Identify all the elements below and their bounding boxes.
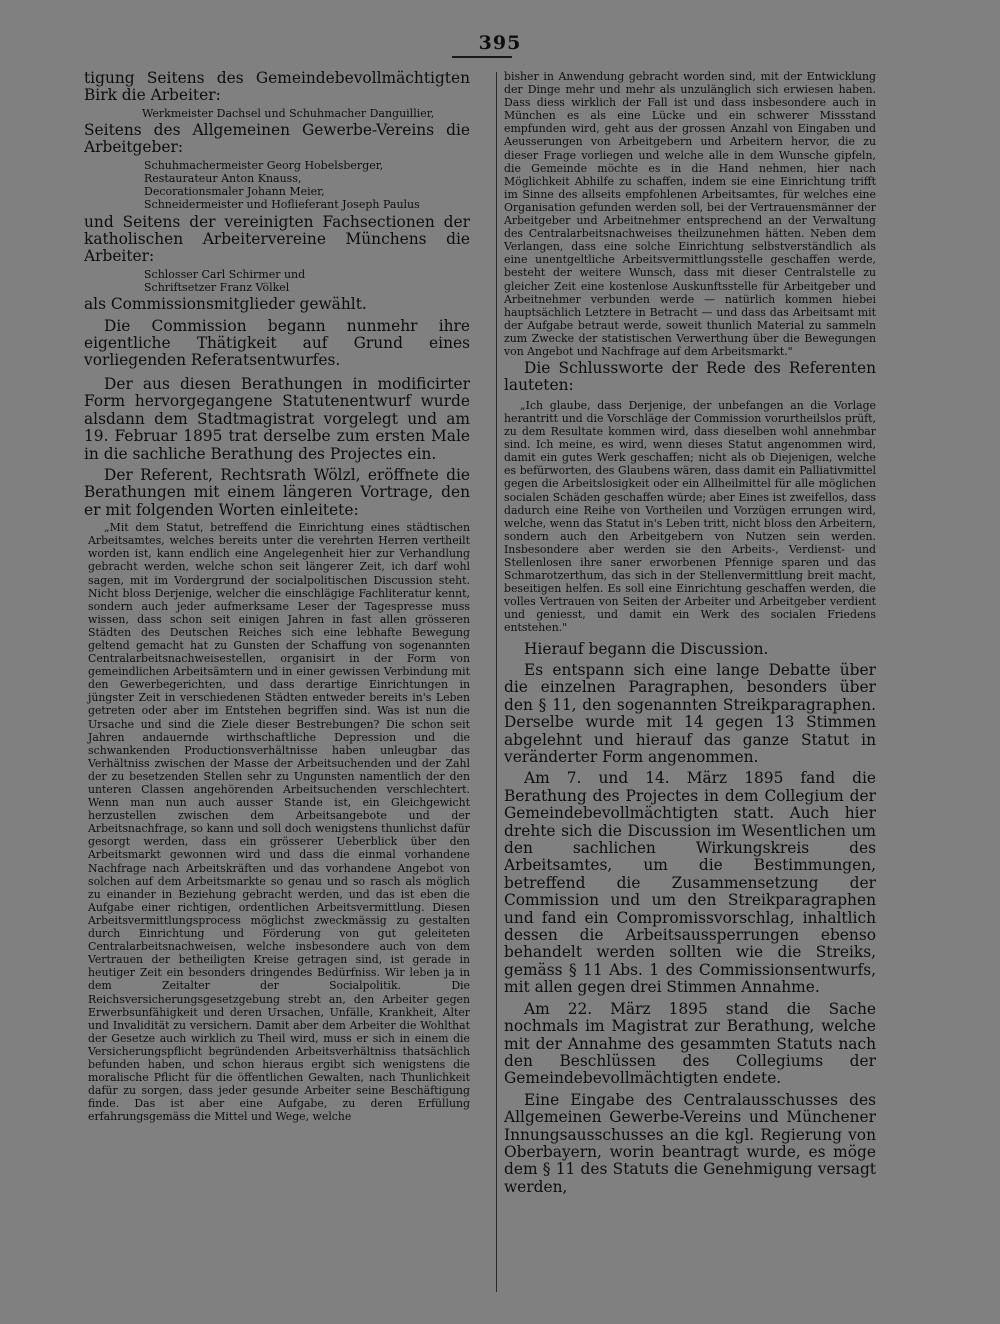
- paragraph: tigung Seitens des Gemeindebevollmächtigten Birk die Arbeiter:: [84, 70, 470, 105]
- list-item: Schlosser Carl Schirmer und: [144, 267, 306, 281]
- header-rule: [452, 56, 512, 58]
- paragraph: Der Referent, Rechtsrath Wölzl, eröffnete die Berathungen mit einem längeren Vortrage, den er mit folgenden Worten einleitete:: [84, 465, 470, 519]
- list-item: Decorationsmaler Johann Meier,: [144, 185, 325, 199]
- list-item: Schneidermeister und Hoflieferant Joseph Paulus: [144, 198, 420, 212]
- page-number: 395: [478, 32, 522, 54]
- left-column: [84, 70, 470, 1292]
- paragraph: Der aus diesen Berathungen in modificirter Form hervorgegangene Statutenentwurf wurde alsdann dem Stadtmagistrat vorgelegt und am 19. Februar 1895 trat derselbe zum ersten Male in die sachliche Berathung des Projectes ein.: [84, 374, 470, 463]
- quote-block: „Mit dem Statut, betreffend die Einrichtung eines städtischen Arbeitsamtes, welches bereits unter die verehrten Herren vertheilt worden ist, kann endlich eine Angelegenheit hier zur Verhandlung gebracht werden, welche schon seit längerer Zeit, ich darf wohl sagen, mit im Vordergrund der socialpolitischen Discussion steht. Nicht bloss Derjenige, welcher die einschlägige Fachliteratur kennt, sondern auch jeder aufmerksame Leser der Tagespresse muss wissen, dass schon seit einigen Jahren in fast allen grösseren Städten des Deutschen Reiches sich eine lebhafte Bewegung geltend gemacht hat zu Gunsten der Schaffung von sogenannten Centralarbeitsnachweisestellen, organisirt in der Form von gemeindlichen Arbeitsämtern und in einer gewissen Verbindung mit den Gewerbegerichten, und dass derartige Einrichtungen in jüngster Zeit in verschiedenen Städten entweder bereits in's Leben getreten oder aber im Entstehen begriffen sind. Was ist nun die Ursache und sind die Ziele dieser Bestrebungen? Die schon seit Jahren andauernde wirthschaftliche Depression und die schwankenden Productionsverhältnisse haben unleugbar das Verhältniss zwischen der Masse der Arbeitsuchenden und der Zahl der zu besetzenden Stellen sehr zu Ungunsten namentlich der den unteren Classen angehörenden Arbeitsuchenden verschlechtert. Wenn man nun auch ausser Stande ist, ein Gleichgewicht herzustellen zwischen dem Arbeitsangebote und der Arbeitsnachfrage, so kann und soll doch wenigstens thunlichst dafür gesorgt werden, dass ein grösserer Ueberblick über den Arbeitsmarkt gewonnen wird und dass die einmal vorhandene Nachfrage nach Arbeitskräften und das vorhandene Angebot von solchen auf dem Arbeitsmarkte so genau und so rasch als möglich zu einander in Beziehung gebracht werden, und das ist eben die Aufgabe einer richtigen, ordentlichen Arbeitsvermittlung. Diesen Arbeitsvermittlungsprocess möglichst zweckmässig zu gestalten durch Einrichtung und Förderung von gut geleiteten Centralarbeitsnachweisen, welche insbesondere auch von dem Vertrauen der betheiligten Kreise getragen sind, ist gerade in heutiger Zeit ein besonders dringendes Bedürfniss. Wir leben ja in dem Zeitalter der Socialpolitik. Die Reichsversicherungsgesetzgebung strebt an, den Arbeiter gegen Erwerbsunfähigkeit und deren Ursachen, Unfälle, Krankheit, Alter und Invalidität zu versichern. Damit aber dem Arbeiter die Wohlthat der Gesetze auch wirklich zu Theil wird, muss er sich in einem die Versicherungspflicht begründenden Arbeitsverhältniss thatsächlich befunden haben, und schon hieraus ergibt sich wenigstens die moralische Pflicht für die öffentlichen Gewalten, nach Thunlichkeit dafür zu sorgen, dass jeder gesunde Arbeiter seine Beschäftigung finde. Das ist aber eine Aufgabe, zu deren Erfüllung erfahrungsgemäss die Mittel und Wege, welche: [88, 521, 470, 1124]
- paragraph: Am 7. und 14. März 1895 fand die Berathung des Projectes in dem Collegium der Gemeindebevollmächtigten statt. Auch hier drehte sich die Discussion im Wesentlichen um den sachlichen Wirkungskreis des Arbeitsamtes, um die Bestimmungen, betreffend die Zusammensetzung der Commission und um den Streikparagraphen und fand ein Compromissvorschlag, inhaltlich dessen die Arbeitsaussperrungen ebenso behandelt werden sollten wie die Streiks, gemäss § 11 Abs. 1 des Commissionsentwurfs, mit allen gegen drei Stimmen Annahme.: [504, 769, 876, 997]
- quote-block: bisher in Anwendung gebracht worden sind, mit der Entwicklung der Dinge mehr und mehr als unzulänglich sich erwiesen haben. Dass diess wirklich der Fall ist und dass insbesondere auch in München es als eine Lücke und ein schwerer Missstand empfunden wird, geht aus der grossen Anzahl von Eingaben und Aeusserungen von Arbeitgebern und Arbeitern hervor, die zu dieser Frage vorliegen und welche alle in dem Wunsche gipfeln, die Gemeinde möchte es in die Hand nehmen, hier nach Möglichkeit Abhilfe zu schaffen, indem sie eine Einrichtung trifft im Sinne des allseits empfohlenen Arbeitsamtes, für welches eine Organisation gefunden werden soll, bei der Vertrauensmänner der Arbeitgeber und Arbeitnehmer entsprechend an der Verwaltung des Centralarbeitsnachweises theilzunehmen hätten. Neben dem Verlangen, dass eine solche Einrichtung selbstverständlich als eine unentgeltliche Arbeitsvermittlungsstelle geschaffen werde, besteht der weitere Wunsch, dass mit dieser Centralstelle zu gleicher Zeit eine kostenlose Auskunftsstelle für Arbeitgeber und Arbeitnehmer verbunden werde — natürlich kommen hiebei hauptsächlich Letztere in Betracht — und dass das Arbeitsamt mit der Aufgabe betraut werde, soweit thunlich Material zu sammeln zum Zwecke der statistischen Verwerthung über die Bewegungen von Angebot und Nachfrage auf dem Arbeitsmarkt.": [504, 70, 876, 358]
- list-item: Restaurateur Anton Knauss,: [144, 172, 302, 186]
- paragraph: als Commissionsmitglieder gewählt.: [84, 295, 367, 314]
- paragraph: Eine Eingabe des Centralausschusses des Allgemeinen Gewerbe-Vereins und Münchener Innungsausschusses an die kgl. Regierung von Oberbayern, worin beantragt wurde, es möge dem § 11 des Statuts die Genehmigung versagt werden,: [504, 1090, 876, 1196]
- paragraph: und Seitens der vereinigten Fachsectionen der katholischen Arbeitervereine Münchens die Arbeiter:: [84, 212, 470, 266]
- paragraph: Es entspann sich eine lange Debatte über die einzelnen Paragraphen, besonders über den § 11, den sogenannten Streikparagraphen. Derselbe wurde mit 14 gegen 13 Stimmen abgelehnt und hierauf das ganze Statut in veränderter Form angenommen.: [504, 660, 876, 766]
- column-divider: [496, 72, 497, 1292]
- paragraph: Seitens des Allgemeinen Gewerbe-Vereins die Arbeitgeber:: [84, 121, 470, 157]
- name-list-catholic-workers: [84, 268, 470, 294]
- name-list-employers: [84, 159, 470, 212]
- paragraph: Am 22. März 1895 stand die Sache nochmals im Magistrat zur Berathung, welche mit der Annahme des gesammten Statuts nach den Beschlüssen des Collegiums der Gemeindebevollmächtigten endete.: [504, 999, 876, 1088]
- name-list-workers: [84, 107, 470, 120]
- paragraph: Die Schlussworte der Rede des Referenten lauteten:: [504, 359, 876, 395]
- paragraph: Die Commission begann nunmehr ihre eigentliche Thätigkeit auf Grund eines vorliegenden Referatsentwurfes.: [84, 316, 470, 370]
- quote-block: „Ich glaube, dass Derjenige, der unbefangen an die Vorlage herantritt und die Vorschläge der Commission vorurtheilslos prüft, zu dem Resultate kommen wird, dass dieselben wohl annehmbar sind. Ich meine, es wird, wenn dieses Statut angenommen wird, damit ein gutes Werk geschaffen; nicht als ob Diejenigen, welche es befürworten, des Glaubens wären, dass damit ein Palliativmittel gegen die Arbeitslosigkeit oder ein Allheilmittel für alle möglichen socialen Schäden geschaffen würde; aber Eines ist zweifellos, dass dadurch eine Reihe von Vortheilen und Vorzügen errungen wird, welche, wenn das Statut in's Leben tritt, nicht bloss den Arbeitern, sondern auch den Arbeitgebern von Nutzen sein werden. Insbesondere aber werden sie den Arbeits-, Verdienst- und Stellenlosen ihre saner erworbenen Pfennige sparen und das Schmarotzerthum, das sich in der Stellenvermittlung breit macht, beseitigen helfen. Es soll eine Einrichtung geschaffen werden, die volles Vertrauen von Seiten der Arbeiter und Arbeitgeber verdient und geniesst, und damit ein Werk des socialen Friedens entstehen.": [504, 398, 876, 635]
- list-item: Schriftsetzer Franz Völkel: [144, 281, 290, 295]
- paragraph: Hierauf begann die Discussion.: [524, 639, 769, 658]
- list-item: Schuhmachermeister Georg Hobelsberger,: [144, 158, 384, 172]
- list-item: Werkmeister Dachsel und Schuhmacher Danguillier,: [142, 106, 435, 120]
- right-column: [504, 70, 876, 1292]
